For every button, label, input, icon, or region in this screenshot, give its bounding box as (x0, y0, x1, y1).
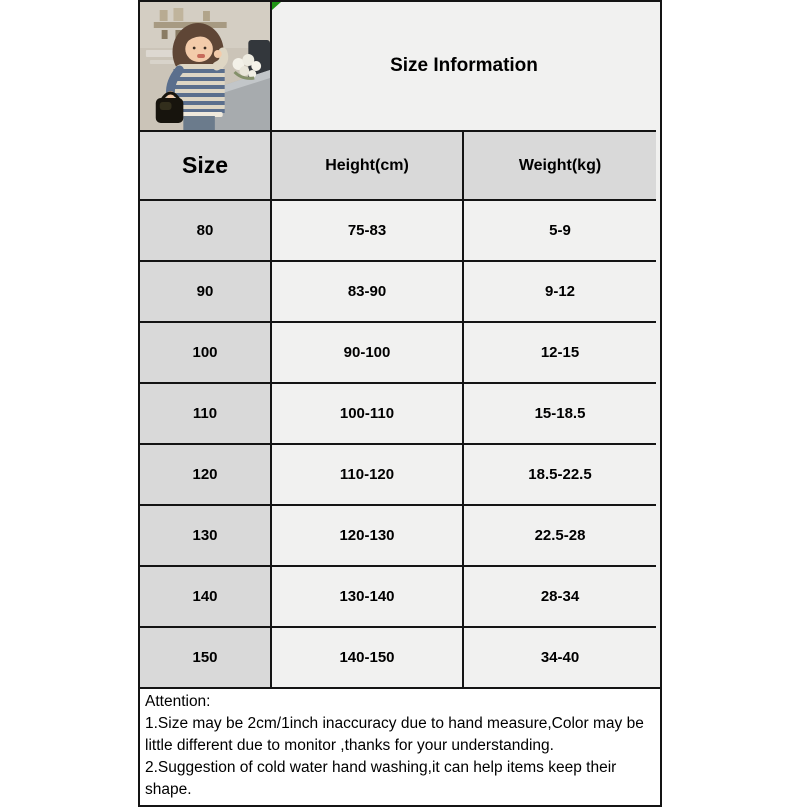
green-corner-marker (272, 2, 281, 10)
weight-cell: 18.5-22.5 (464, 445, 656, 506)
height-cell: 110-120 (272, 445, 464, 506)
size-table (138, 0, 662, 689)
size-cell: 150 (140, 628, 272, 687)
size-cell: 100 (140, 323, 272, 384)
attention-note-1: 1.Size may be 2cm/1inch inaccuracy due to hand measure,Color may be little different due to monitor ,thanks for your understanding. (145, 715, 644, 754)
table-row (140, 201, 660, 262)
weight-cell: 5-9 (464, 201, 656, 262)
table-row (140, 628, 660, 687)
table-header-row (140, 132, 660, 201)
height-cell: 75-83 (272, 201, 464, 262)
height-cell: 100-110 (272, 384, 464, 445)
weight-cell: 28-34 (464, 567, 656, 628)
page-title: Size Information (390, 55, 538, 76)
table-title-cell (272, 2, 656, 132)
column-header-weight: Weight(kg) (464, 132, 656, 201)
size-cell: 80 (140, 201, 272, 262)
table-row (140, 323, 660, 384)
table-row (140, 384, 660, 445)
height-cell: 90-100 (272, 323, 464, 384)
weight-cell: 15-18.5 (464, 384, 656, 445)
attention-box (138, 687, 662, 807)
size-cell: 90 (140, 262, 272, 323)
weight-cell: 34-40 (464, 628, 656, 687)
table-row (140, 262, 660, 323)
table-top-row (140, 2, 660, 132)
height-cell: 140-150 (272, 628, 464, 687)
product-photo (140, 2, 272, 132)
size-cell: 130 (140, 506, 272, 567)
attention-title: Attention: (145, 693, 211, 710)
table-row (140, 506, 660, 567)
size-cell: 120 (140, 445, 272, 506)
height-cell: 130-140 (272, 567, 464, 628)
column-header-size: Size (140, 132, 272, 201)
weight-cell: 12-15 (464, 323, 656, 384)
size-cell: 140 (140, 567, 272, 628)
size-chart-sheet (138, 0, 662, 807)
column-header-height: Height(cm) (272, 132, 464, 201)
weight-cell: 9-12 (464, 262, 656, 323)
attention-note-2: 2.Suggestion of cold water hand washing,it can help items keep their shape. (145, 759, 617, 798)
table-row (140, 445, 660, 506)
height-cell: 83-90 (272, 262, 464, 323)
product-photo-illustration (140, 2, 270, 130)
table-row (140, 567, 660, 628)
size-cell: 110 (140, 384, 272, 445)
weight-cell: 22.5-28 (464, 506, 656, 567)
height-cell: 120-130 (272, 506, 464, 567)
